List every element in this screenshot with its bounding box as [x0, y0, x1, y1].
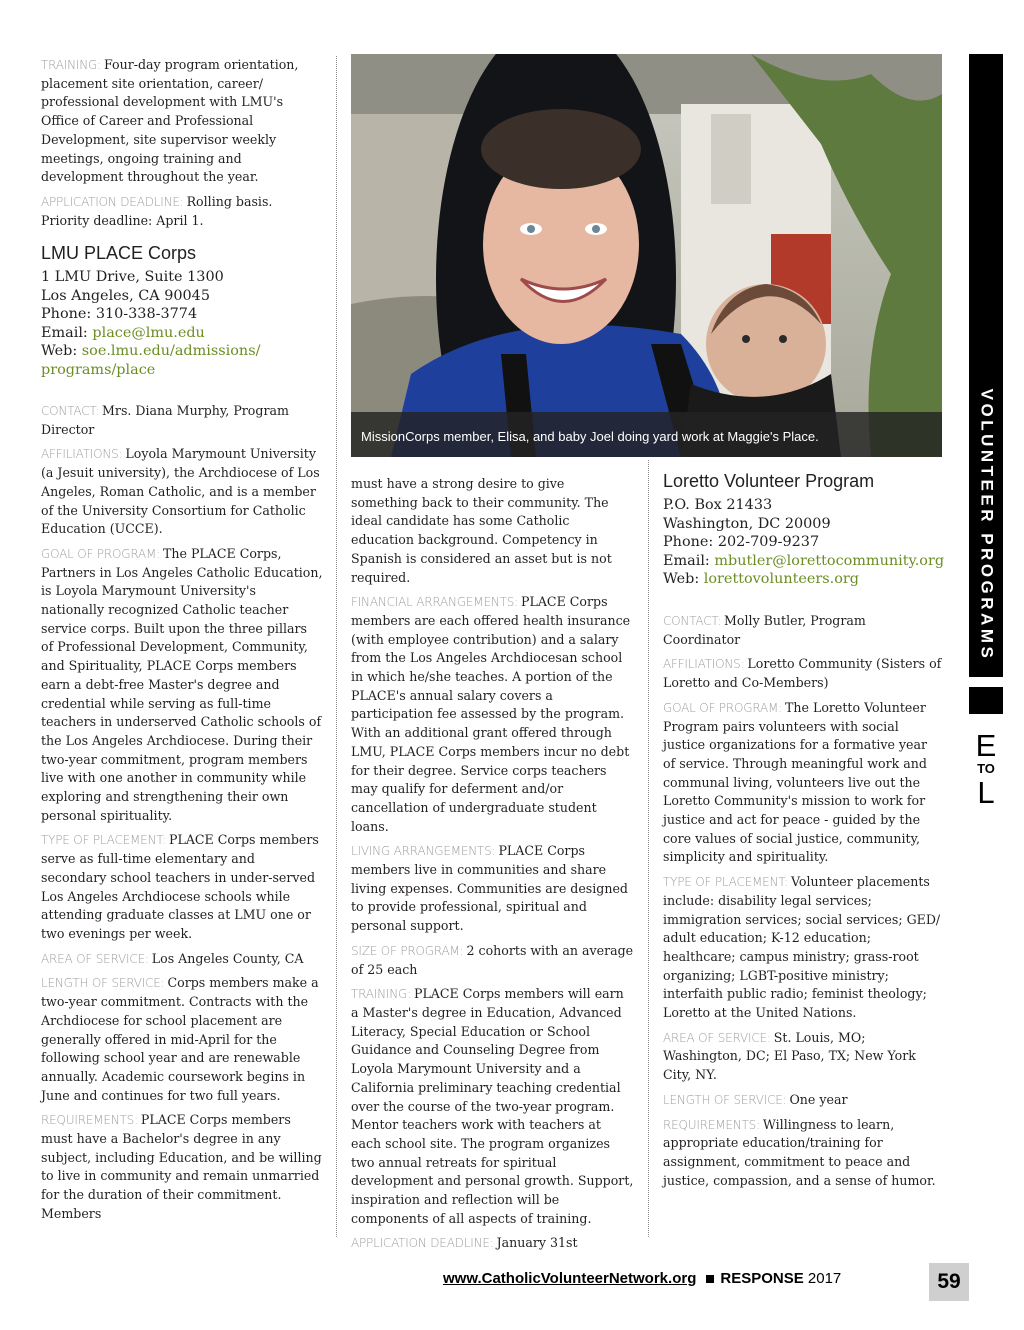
entry-area-of-service [663, 1029, 943, 1085]
entry-text: The Loretto Volunteer Program pairs volunteers with social justice organizations for a formative year of service. Through meaningful work and communal living, volunteers live out the Loretto Community's mission to work for justice and act for peace - guided by the core values of social justice, community, simplicity and spirituality. [663, 699, 928, 865]
org-web-row [663, 570, 948, 589]
entry-contact [663, 612, 943, 649]
entry-training [351, 985, 635, 1228]
column-2-body [351, 475, 635, 1259]
entry-label: LENGTH OF SERVICE: [663, 1092, 787, 1107]
entry-contact [41, 402, 323, 439]
entry-text: January 31st [496, 1235, 578, 1251]
section-tab-break [969, 677, 1003, 687]
entry-text: St. Louis, MO; Washington, DC; El Paso, TX; New York City, NY. [663, 1029, 916, 1083]
entry-label: LENGTH OF SERVICE: [41, 976, 165, 991]
org-lmu-place-corps [41, 243, 323, 379]
entry-label: CONTACT: [41, 404, 100, 418]
footer-magazine: RESPONSE [720, 1270, 804, 1287]
entry-goal [41, 545, 323, 826]
org-email-link[interactable]: mbutler@lorettocommunity.org [714, 552, 945, 569]
org-email-label: Email: [41, 324, 88, 341]
entry-requirements [41, 1111, 323, 1223]
entry-label: SIZE OF PROGRAM: [351, 943, 464, 958]
entry-type-of-placement [663, 873, 943, 1023]
footer-url[interactable]: www.CatholicVolunteerNetwork.org [443, 1270, 697, 1287]
org-address-line-1: 1 LMU Drive, Suite 1300 [41, 269, 224, 285]
entry-length-of-service [41, 974, 323, 1105]
entry-text: PLACE Corps members are each offered health insurance (with employee contribution) and a salary from the Los Angeles Archdiocesan school in which he/she teaches. A portion of the PLACE's annual salary covers a participation fee assessed by the program. With an additional grant offered through LMU, PLACE Corps members incur no debt for their degree. Service corps teachers may qualify for deferment and/or cancellation of undergraduate student loans. [351, 594, 631, 834]
column-divider-1 [336, 56, 337, 1237]
org-web-link-continued[interactable]: programs/place [41, 361, 156, 378]
org-email-row [41, 324, 323, 343]
entry-text: PLACE Corps members must have a Bachelor's degree in any subject, including Education, and be willing to live in community and remain unmarried for the duration of their commitment. Members [41, 1112, 322, 1221]
org-web-link[interactable]: lorettovolunteers.org [703, 571, 860, 587]
org-name: Loretto Volunteer Program [663, 471, 875, 491]
alpha-range-from: E [975, 728, 997, 763]
org-name: LMU PLACE Corps [41, 243, 197, 263]
photo-illustration [351, 54, 942, 457]
entry-text: Loyola Marymount University (a Jesuit university), the Archdiocese of Los Angeles, Roman Catholic, and is a member of the University Consortium for Catholic Education (UCCE). [41, 446, 320, 537]
entry-label: CONTACT: [663, 614, 722, 628]
org-loretto-volunteer-program [663, 471, 948, 589]
entry-text: Volunteer placements include: disability legal services; immigration services; social services; GED/ adult education; K-12 education; healthcare; campus ministry; grass-root organizing; LGBT-positive ministry; interfaith public radio; feminist theology; Loretto at the United Nations. [663, 874, 941, 1021]
entry-label: FINANCIAL ARRANGEMENTS: [351, 595, 518, 610]
column-1-body [41, 402, 323, 1230]
entry-label: APPLICATION DEADLINE: [351, 1236, 494, 1251]
entry-financial-arrangements [351, 593, 635, 836]
alpha-range-to-word: TO [977, 761, 995, 776]
entry-label: GOAL OF PROGRAM: [663, 700, 782, 715]
entry-text: Four-day program orientation, placement site orientation, career/ professional development with LMU's Office of Career and Professional Development, site supervisor weekly meetings, ongoing training and development throughout the year. [41, 57, 299, 185]
entry-application-deadline [41, 193, 323, 230]
entry-label: LIVING ARRANGEMENTS: [351, 844, 496, 859]
entry-text: 2 cohorts with an average of 25 each [351, 942, 634, 977]
photo-caption: MissionCorps member, Elisa, and baby Joel doing yard work at Maggie's Place. [351, 412, 942, 457]
org-address-line-2: Washington, DC 20009 [663, 515, 831, 532]
entry-affiliations [663, 655, 943, 692]
entry-label: TYPE OF PLACEMENT: [663, 875, 788, 890]
org-web-link[interactable]: soe.lmu.edu/admissions/ [81, 343, 261, 359]
org-address-line-1: P.O. Box 21433 [663, 497, 773, 513]
section-title: VOLUNTEER PROGRAMS [977, 388, 996, 661]
org-email-link[interactable]: place@lmu.edu [92, 324, 205, 341]
entry-text: Rolling basis. Priority deadline: April 1. [41, 193, 273, 228]
entry-text: Loretto Community (Sisters of Loretto and Co-Members) [663, 656, 942, 691]
org-phone: Phone: 310-338-3774 [41, 306, 198, 322]
entry-requirements [663, 1116, 943, 1191]
entry-label: AREA OF SERVICE: [41, 951, 149, 966]
alpha-range-to: L [977, 775, 995, 810]
entry-text: PLACE Corps members will earn a Master's degree in Education, Advanced Literacy, Special Education or School Guidance and Counseling Degree from Loyola Marymount University and a California preliminary teaching credential over the course of the two-year program. Mentor teachers work with teachers at each school site. The program organizes two annual retreats for spiritual development and personal growth. Support, inspiration and reflection will be components of all aspects of training. [351, 986, 634, 1226]
page-number: 59 [929, 1263, 969, 1301]
entry-area-of-service [41, 950, 323, 969]
entry-label: TYPE OF PLACEMENT: [41, 833, 166, 848]
entry-text: One year [789, 1091, 848, 1107]
org-email-label: Email: [663, 552, 710, 569]
org-web-label: Web: [41, 343, 78, 359]
org-web-label: Web: [663, 571, 700, 587]
entry-length-of-service [663, 1091, 943, 1110]
entry-goal [663, 699, 943, 867]
entry-label: AREA OF SERVICE: [663, 1030, 771, 1045]
org-phone: Phone: 202-709-9237 [663, 534, 820, 550]
column-divider-2 [648, 460, 649, 1237]
footer [443, 1270, 841, 1287]
entry-label: REQUIREMENTS: [41, 1113, 138, 1128]
column-3-body [663, 612, 943, 1196]
entry-type-of-placement [41, 831, 323, 943]
column-1-top [41, 56, 323, 236]
org-address-line-2: Los Angeles, CA 90045 [41, 287, 210, 304]
entry-label: AFFILIATIONS: [41, 447, 123, 462]
entry-text: PLACE Corps members live in communities and share living expenses. Communities are designed to provide professional, spiritual and personal support. [351, 843, 628, 934]
entry-affiliations [41, 445, 323, 539]
entry-living-arrangements [351, 842, 635, 936]
entry-continued: must have a strong desire to give something back to their community. The ideal candidate has some Catholic education background. Competency in Spanish is considered an asset but is not required. [351, 476, 612, 585]
entry-label: APPLICATION DEADLINE: [41, 194, 184, 209]
alpha-range [969, 730, 1003, 808]
entry-label: REQUIREMENTS: [663, 1117, 760, 1132]
entry-text: Mrs. Diana Murphy, Program Director [41, 403, 289, 437]
footer-year: 2017 [807, 1270, 842, 1287]
square-bullet-icon [706, 1275, 714, 1283]
photo [351, 54, 942, 457]
entry-text: Molly Butler, Program Coordinator [663, 613, 866, 647]
org-email-row [663, 552, 948, 571]
entry-label: TRAINING: [351, 987, 411, 1002]
entry-text: PLACE Corps members serve as full-time elementary and secondary school teachers in under-served Los Angeles Archdiocese schools while attending graduate classes at LMU one or two evenings per week. [41, 832, 319, 941]
entry-text: Corps members make a two-year commitment. Contracts with the Archdiocese for school placement are generally offered in mid-April for the following school year and are renewable annually. Academic coursework begins in June and continues for two full years. [41, 975, 319, 1103]
entry-label: AFFILIATIONS: [663, 657, 745, 672]
entry-text: The PLACE Corps, Partners in Los Angeles Catholic Education, is Loyola Marymount University's nationally recognized Catholic teacher service corps. Built upon the three pillars of Professional Development, Community, and Spirituality, PLACE Corps members earn a debt-free Master's degree and credential while serving as full-time teachers in underserved Catholic schools of the Los Angeles Archdiocese. During their two-year commitment, program members live with one another in community while exploring and strengthening their own personal spirituality. [41, 545, 323, 823]
entry-text: Los Angeles County, CA [151, 950, 304, 966]
org-web-row [41, 342, 323, 361]
entry-text: Willingness to learn, appropriate education/training for assignment, commitment to peace and justice, compassion, and a sense of humor. [663, 1116, 936, 1188]
entry-training [41, 56, 323, 187]
entry-size-of-program [351, 942, 635, 979]
section-tab-label [969, 372, 1003, 677]
entry-application-deadline [351, 1234, 635, 1253]
entry-label: GOAL OF PROGRAM: [41, 546, 160, 561]
entry-label: TRAINING: [41, 58, 101, 72]
